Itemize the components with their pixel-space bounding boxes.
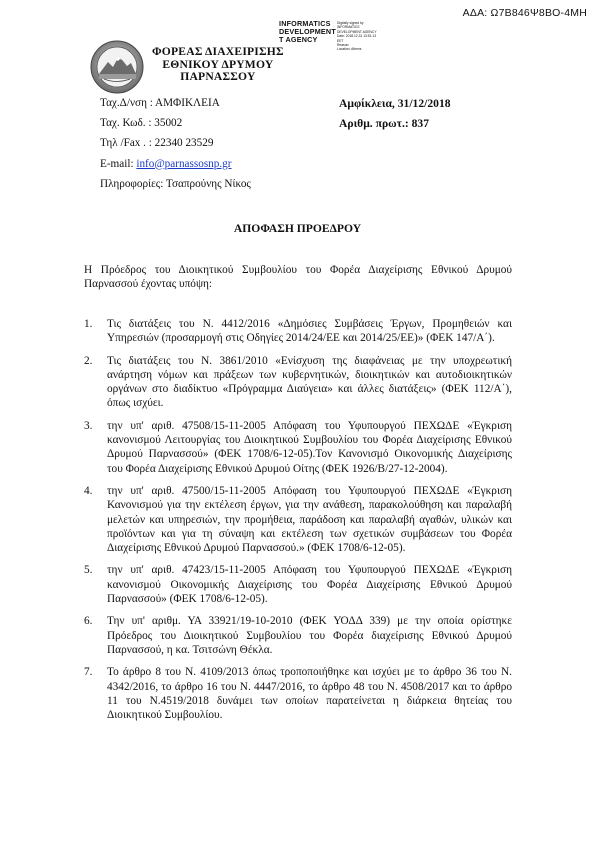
address: Ταχ.Δ/νση : ΑΜΦΙΚΛΕΙΑ (100, 97, 220, 109)
org-line-2: ΕΘΝΙΚΟΥ ΔΡΥΜΟΥ (162, 57, 274, 71)
email-link[interactable]: info@parnassosnp.gr (136, 157, 232, 170)
list-item: 4. την υπ' αριθ. 47500/15-11-2005 Απόφαση του Υφυπουργού ΠΕΧΩΔΕ «Έγκριση Κανονισμού για την εκτέλεση έργων, για την ανάθεση, παρακολούθηση και παραλαβή μελετών και υπηρεσιών, την προμήθεια, παράδοση και παραλαβή αγαθών, υλικών και προϊόντων και για τη σύναψη και εκτέλεση των σχετικών συμβάσεων του Φορέα Διαχείρισης Εθνικού Δρυμού Παρνασσού.» (ΦΕΚ 1708/6-12-05). (84, 484, 512, 555)
protocol-number: Αριθμ. πρωτ.: 837 (339, 117, 430, 131)
email-label: E-mail: (100, 157, 137, 170)
list-item: 6. Την υπ' αριθμ. ΥΑ 33921/19-10-2010 (ΦΕΚ ΥΟΔΔ 339) με την οποία ορίστηκε Πρόεδρος του Διοικητικού Συμβουλίου του Φορέα διαχείρισης Εθνικού Δρυμού Παρνασσού, η κα. Τσιτσώνη Θέκλα. (84, 615, 512, 656)
digital-signature-stamp (279, 20, 399, 56)
stamp-line-3: T AGENCY (279, 34, 318, 44)
organization-name (152, 46, 284, 84)
parnassos-logo-icon (90, 40, 144, 94)
info-contact: Πληροφορίες: Τσαπρούνης Νίκος (100, 177, 251, 190)
place-date: Αμφίκλεια, 31/12/2018 (339, 97, 451, 110)
list-item: 7. Το άρθρο 8 του Ν. 4109/2013 όπως τροποποιήθηκε και ισχύει με το άρθρο 36 του Ν. 4342/2016, το άρθρο 16 του Ν. 4447/2016, το άρθρο 48 του Ν. 4508/2017 και το άρθρο 11 του Ν.4519/2018 δυνάμει των οποίων παρατείνεται η διάρκεια θητείας του Διοικητικού Συμβουλίου. (84, 666, 512, 722)
intro-paragraph: Η Πρόεδρος του Διοικητικού Συμβουλίου του Φορέα Διαχείρισης Εθνικού Δρυμού Παρνασσού έχοντας υπόψη: (84, 264, 512, 291)
list-item: 3. την υπ' αριθ. 47508/15-11-2005 Απόφαση του Υφυπουργού ΠΕΧΩΔΕ «Έγκριση κανονισμού Λειτουργίας του Διοικητικού Συμβουλίου του Φορέα Διαχείρισης Εθνικού Δρυμού Παρνασσού» (ΦΕΚ 1708/6-12-05).Τον Κανονισμό Οικονομικής Διαχείρισης του Φορέα Διαχείρισης Εθνικού Δρυμού Οίτης (ΦΕΚ 1926/Β/27-12-2004). (84, 419, 512, 475)
stamp-details: Digitally signed by INFORMATICS DEVELOPMENT AGENCY Date: 2018.12.31 13:51:13 EET Reason: Location: Athens (337, 21, 377, 52)
document-meta (339, 97, 451, 137)
list-item: 1. Τις διατάξεις του Ν. 4412/2016 «Δημόσιες Συμβάσεις Έργων, Προμηθειών και Υπηρεσιών (προσαρμογή στις Οδηγίες 2014/24/ΕΕ και 2014/25/ΕΕ)» (ΦΕΚ 147/Α΄). (84, 318, 512, 345)
phone-fax: Τηλ /Fax . : 22340 23529 (100, 137, 214, 150)
list-item: 5. την υπ' αριθ. 47423/15-11-2005 Απόφαση του Υφυπουργού ΠΕΧΩΔΕ «Έγκριση κανονισμού Οικονομικής Διαχείρισης του Φορέα Διαχείρισης Εθνικού Δρυμού Παρνασσού» (ΦΕΚ 1708/6-12-05). (84, 564, 512, 606)
stamp-line-1: INFORMATICS (279, 19, 331, 28)
contact-info (100, 97, 251, 198)
postcode: Ταχ. Κωδ. : 35002 (100, 117, 183, 130)
email-row (100, 158, 251, 178)
ada-code: ΑΔΑ: Ω7Β846Ψ8ΒΟ-4ΜΗ (462, 7, 587, 19)
list-item: 2. Τις διατάξεις του Ν. 3861/2010 «Ενίσχυση της διαφάνειας με την υποχρεωτική ανάρτηση νόμων και πράξεων των κυβερνητικών, διοικητικών και αυτοδιοικητικών οργάνων στο διαδίκτυο «Πρόγραμμα Διαύγεια» και άλλες διατάξεις» (ΦΕΚ 112/Α΄), όπως ισχύει. (84, 354, 512, 410)
considerations-list (84, 317, 512, 722)
document-title: ΑΠΟΦΑΣΗ ΠΡΟΕΔΡΟΥ (233, 222, 362, 235)
org-line-3: ΠΑΡΝΑΣΣΟΥ (180, 70, 256, 84)
org-line-1: ΦΟΡΕΑΣ ΔΙΑΧΕΙΡΙΣΗΣ (152, 45, 284, 58)
stamp-line-2: DEVELOPMENT (279, 26, 336, 36)
